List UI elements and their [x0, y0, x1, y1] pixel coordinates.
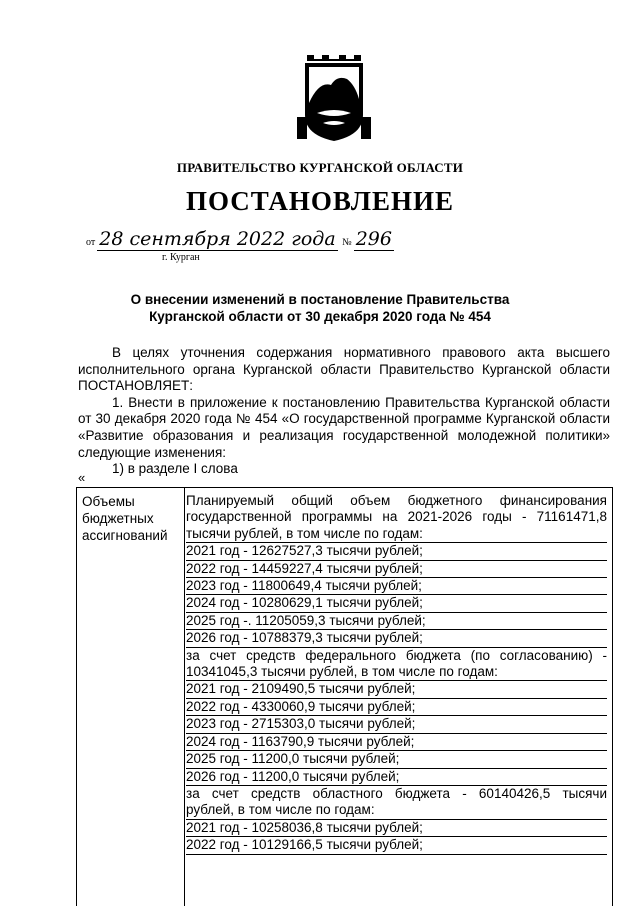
opening-quote: « [78, 470, 86, 485]
table-line: 2026 год - 10788379,3 тысячи рублей; [186, 630, 607, 647]
table-line: тысячи рублей, в том числе по годам: [186, 526, 607, 543]
table-line: 2022 год - 14459227,4 тысячи рублей; [186, 561, 607, 578]
subject-line-1: О внесении изменений в постановление Правительства [130, 292, 510, 307]
coat-of-arms-emblem [297, 55, 371, 141]
table-line: 2024 год - 1163790,9 тысячи рублей; [186, 734, 607, 751]
budget-table [76, 487, 613, 906]
body-paragraph-2: 1. Внести в приложение к постановлению Правительства Курганской области от 30 декабря 2020 года № 454 «О государственной программе Курганской области «Развитие образования и реализация государственной молодежной политики» следующие изменения: [78, 394, 610, 460]
table-line: 2022 год - 4330060,9 тысячи рублей; [186, 699, 607, 716]
number-label: № [342, 237, 352, 248]
handwritten-number: 296 [355, 228, 392, 250]
document-type-title: ПОСТАНОВЛЕНИЕ [185, 186, 455, 216]
from-label: от [86, 237, 96, 248]
table-line: 2021 год - 12627527,3 тысячи рублей; [186, 543, 607, 560]
table-line: 2024 год - 10280629,1 тысячи рублей; [186, 595, 607, 612]
table-line: 2021 год - 10258036,8 тысячи рублей; [186, 820, 607, 837]
city-label: г. Курган [162, 252, 200, 263]
table-line: 2026 год - 11200,0 тысячи рублей; [186, 769, 607, 786]
body-paragraph-3: 1) в разделе I слова [112, 461, 238, 477]
table-column-divider [184, 488, 185, 906]
table-line: рублей, в том числе по годам: [186, 802, 607, 819]
table-left-label: Объемы бюджетных ассигнований [82, 494, 168, 543]
table-line: 2021 год - 2109490,5 тысячи рублей; [186, 681, 607, 698]
date-number-line [84, 228, 394, 250]
table-line: 10341045,3 тысячи рублей, в том числе по годам: [186, 664, 607, 681]
table-line: за счет средств областного бюджета - 60140426,5 тысячи [186, 785, 607, 801]
table-line: Планируемый общий объем бюджетного финансирования [186, 493, 607, 508]
document-subject [0, 291, 640, 325]
body-paragraph-1: В целях уточнения содержания нормативного правового акта высшего исполнительного органа Курганской области Правительство Курганской области ПОСТАНОВЛЯЕТ: [78, 345, 610, 394]
subject-line-2: Курганской области от 30 декабря 2020 года № 454 [149, 309, 491, 324]
table-line: 2025 год -. 11205059,3 тысячи рублей; [186, 613, 607, 630]
table-line: государственной программы на 2021-2026 годы - 71161471,8 [186, 509, 607, 525]
table-right-cell [186, 493, 607, 855]
table-line: 2023 год - 2715303,0 тысячи рублей; [186, 716, 607, 733]
table-line: 2022 год - 10129166,5 тысячи рублей; [186, 837, 607, 854]
government-title: ПРАВИТЕЛЬСТВО КУРГАНСКОЙ ОБЛАСТИ [176, 160, 464, 175]
handwritten-date: 28 сентября 2022 года [99, 228, 336, 250]
table-line: 2023 год - 11800649,4 тысячи рублей; [186, 578, 607, 595]
table-line: за счет средств федерального бюджета (по согласованию) - [186, 647, 607, 663]
document-body [78, 345, 610, 478]
table-line: 2025 год - 11200,0 тысячи рублей; [186, 751, 607, 768]
